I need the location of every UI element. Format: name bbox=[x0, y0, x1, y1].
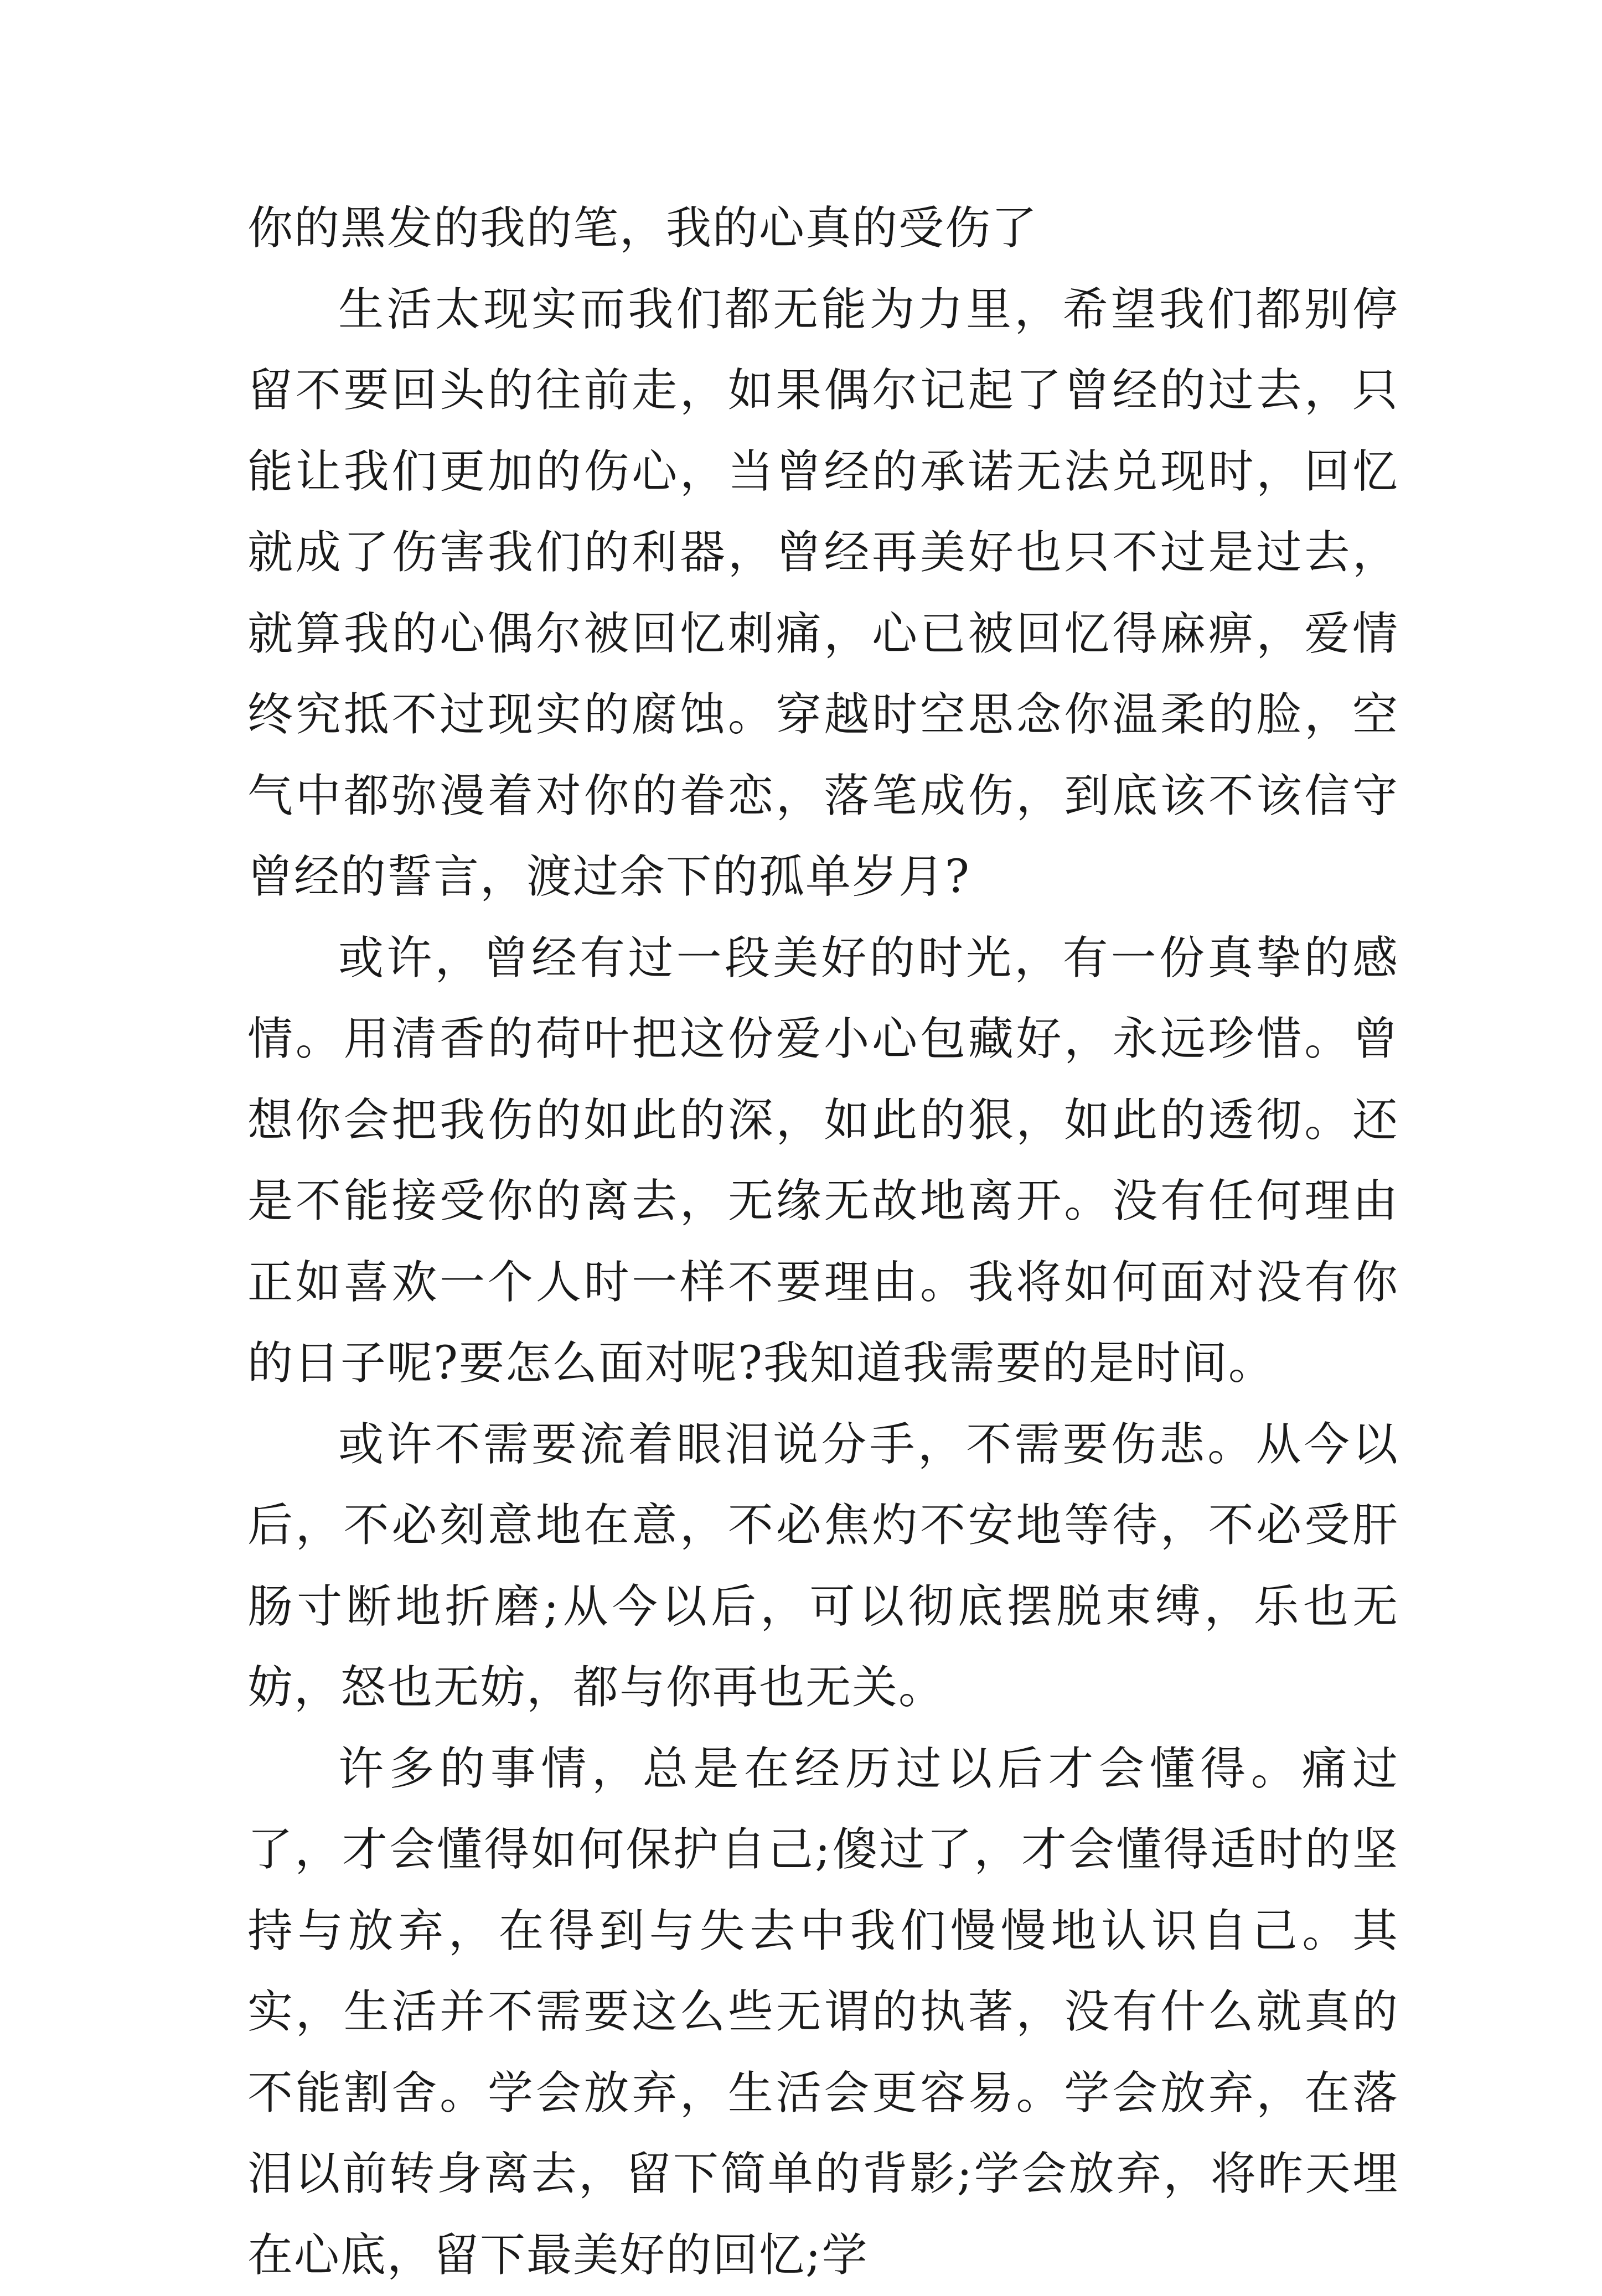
paragraph-3: 或许，曾经有过一段美好的时光，有一份真挚的感情。用清香的荷叶把这份爱小心包藏好，永远珍惜。曾想你会把我伤的如此的深，如此的狠，如此的透彻。还是不能接受你的离去，无缘无故地离开。没有任何理由正如喜欢一个人时一样不要理由。我将如何面对没有你的日子呢?要怎么面对呢?我知道我需要的是时间。 bbox=[247, 918, 1399, 1404]
document-body bbox=[247, 188, 1399, 2296]
paragraph-5: 许多的事情，总是在经历过以后才会懂得。痛过了，才会懂得如何保护自己;傻过了，才会懂得适时的坚持与放弃，在得到与失去中我们慢慢地认识自己。其实，生活并不需要这么些无谓的执著，没有什么就真的不能割舍。学会放弃，生活会更容易。学会放弃，在落泪以前转身离去，留下简单的背影;学会放弃，将昨天埋在心底，留下最美好的回忆;学 bbox=[247, 1729, 1399, 2296]
paragraph-1: 你的黑发的我的笔，我的心真的受伤了 bbox=[247, 188, 1399, 269]
paragraph-2: 生活太现实而我们都无能为力里，希望我们都别停留不要回头的往前走，如果偶尔记起了曾经的过去，只能让我们更加的伤心，当曾经的承诺无法兑现时，回忆就成了伤害我们的利器，曾经再美好也只不过是过去，就算我的心偶尔被回忆刺痛，心已被回忆得麻痹，爱情终究抵不过现实的腐蚀。穿越时空思念你温柔的脸，空气中都弥漫着对你的眷恋，落笔成伤，到底该不该信守曾经的誓言，渡过余下的孤单岁月? bbox=[247, 269, 1399, 918]
paragraph-4: 或许不需要流着眼泪说分手，不需要伤悲。从今以后，不必刻意地在意，不必焦灼不安地等待，不必受肝肠寸断地折磨;从今以后，可以彻底摆脱束缚，乐也无妨，怒也无妨，都与你再也无关。 bbox=[247, 1404, 1399, 1729]
